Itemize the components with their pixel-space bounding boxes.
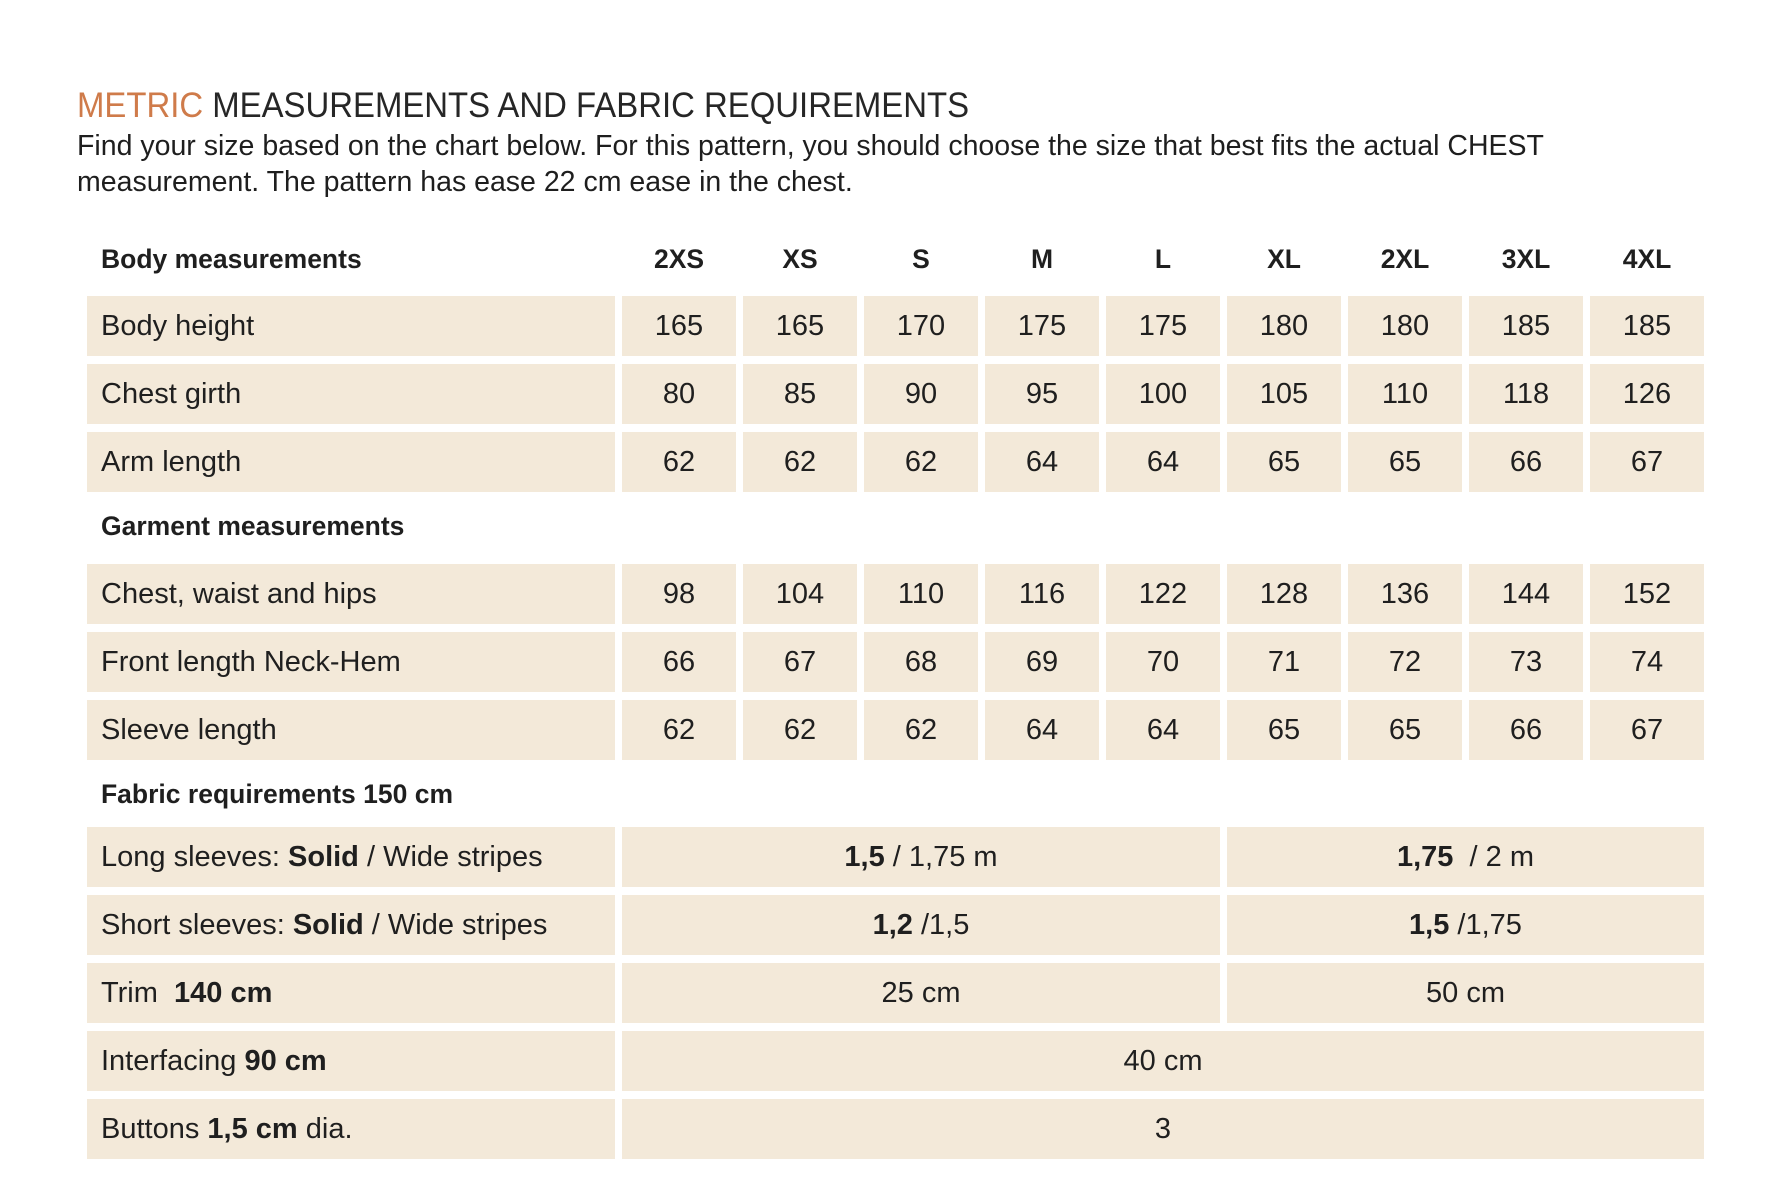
table-cell: 66 <box>1469 432 1583 492</box>
table-cell: 64 <box>1106 700 1220 760</box>
label-emphasis: Solid <box>288 840 359 873</box>
size-header-xl: XL <box>1267 243 1301 274</box>
table-cell: 136 <box>1348 564 1462 624</box>
table-cell: 74 <box>1590 632 1704 692</box>
table-cell: 175 <box>1106 296 1220 356</box>
table-cell: 70 <box>1106 632 1220 692</box>
table-cell: 185 <box>1469 296 1583 356</box>
label-emphasis: 140 cm <box>174 976 273 1009</box>
table-cell: 73 <box>1469 632 1583 692</box>
section-heading-garment: Garment measurements <box>101 510 405 541</box>
value-solid: 1,2 <box>872 908 913 941</box>
table-cell: 104 <box>743 564 857 624</box>
table-cell: 67 <box>1590 700 1704 760</box>
table-cell: 180 <box>1348 296 1462 356</box>
label-emphasis: 1,5 cm <box>207 1112 298 1145</box>
table-cell: 62 <box>743 432 857 492</box>
row-label <box>87 963 615 1023</box>
table-cell: 64 <box>985 432 1099 492</box>
table-cell: 95 <box>985 364 1099 424</box>
title-rest: MEASUREMENTS AND FABRIC REQUIREMENTS <box>203 86 970 125</box>
table-cell: 72 <box>1348 632 1462 692</box>
row-label <box>87 1031 615 1091</box>
value-solid: 1,75 <box>1396 840 1454 873</box>
table-cell-sizes-xl-4xl <box>1227 827 1704 887</box>
table-cell: 126 <box>1590 364 1704 424</box>
table-cell: 118 <box>1469 364 1583 424</box>
table-cell: 100 <box>1106 364 1220 424</box>
table-cell: 185 <box>1590 296 1704 356</box>
table-cell: 165 <box>622 296 736 356</box>
table-cell: 170 <box>864 296 978 356</box>
table-cell: 98 <box>622 564 736 624</box>
table-cell: 62 <box>622 432 736 492</box>
table-cell: 62 <box>864 700 978 760</box>
size-header-s: S <box>912 243 930 274</box>
table-cell: 67 <box>743 632 857 692</box>
size-header-2xl: 2XL <box>1380 243 1430 274</box>
page-title <box>77 86 969 126</box>
row-label: Body height <box>87 296 615 356</box>
row-label: Chest, waist and hips <box>87 564 615 624</box>
title-accent: METRIC <box>77 86 204 125</box>
size-header-2xs: 2XS <box>653 243 705 274</box>
table-cell: 152 <box>1590 564 1704 624</box>
table-cell: 69 <box>985 632 1099 692</box>
label-text: / Wide stripes <box>358 840 543 873</box>
label-text: Long sleeves: <box>101 840 289 873</box>
table-cell: 116 <box>985 564 1099 624</box>
row-label: Front length Neck-Hem <box>87 632 615 692</box>
value-rest: / 2 m <box>1453 840 1535 873</box>
label-emphasis: Solid <box>292 908 364 941</box>
label-text: / Wide stripes <box>363 908 548 941</box>
table-cell: 110 <box>864 564 978 624</box>
row-label <box>87 827 615 887</box>
table-cell: 62 <box>622 700 736 760</box>
size-header-m: M <box>1030 243 1054 274</box>
row-label <box>87 895 615 955</box>
table-cell-sizes-xl-4xl: 50 cm <box>1227 963 1704 1023</box>
table-cell-all-sizes: 3 <box>622 1099 1704 1159</box>
table-cell: 122 <box>1106 564 1220 624</box>
table-cell: 66 <box>1469 700 1583 760</box>
table-cell: 62 <box>864 432 978 492</box>
table-cell: 105 <box>1227 364 1341 424</box>
table-cell: 65 <box>1348 432 1462 492</box>
size-header-xs: XS <box>782 243 818 274</box>
table-cell: 144 <box>1469 564 1583 624</box>
label-text: Interfacing <box>101 1044 245 1077</box>
label-text: Short sleeves: <box>101 908 293 941</box>
table-cell: 65 <box>1227 700 1341 760</box>
row-label <box>87 1099 615 1159</box>
table-cell: 65 <box>1348 700 1462 760</box>
size-header-3xl: 3XL <box>1501 243 1551 274</box>
size-header-4xl: 4XL <box>1622 243 1672 274</box>
table-cell: 64 <box>1106 432 1220 492</box>
row-label: Arm length <box>87 432 615 492</box>
table-cell-sizes-2xs-l <box>622 895 1220 955</box>
section-heading-body: Body measurements <box>101 243 362 274</box>
section-heading-fabric: Fabric requirements 150 cm <box>101 778 454 809</box>
table-cell: 65 <box>1227 432 1341 492</box>
table-cell: 180 <box>1227 296 1341 356</box>
table-cell: 68 <box>864 632 978 692</box>
table-cell: 110 <box>1348 364 1462 424</box>
size-header-l: L <box>1154 243 1172 274</box>
table-cell: 90 <box>864 364 978 424</box>
label-emphasis: 90 cm <box>244 1044 327 1077</box>
table-cell: 165 <box>743 296 857 356</box>
table-cell: 67 <box>1590 432 1704 492</box>
value-solid: 1,5 <box>1409 908 1450 941</box>
value-rest: /1,75 <box>1449 908 1522 941</box>
value-solid: 1,5 <box>844 840 885 873</box>
table-cell-all-sizes: 40 cm <box>622 1031 1704 1091</box>
row-label: Chest girth <box>87 364 615 424</box>
table-cell-sizes-2xs-l: 25 cm <box>622 963 1220 1023</box>
table-cell: 175 <box>985 296 1099 356</box>
row-label: Sleeve length <box>87 700 615 760</box>
table-cell: 62 <box>743 700 857 760</box>
table-cell-sizes-xl-4xl <box>1227 895 1704 955</box>
label-text: Buttons <box>101 1112 208 1145</box>
table-cell: 128 <box>1227 564 1341 624</box>
table-cell: 66 <box>622 632 736 692</box>
value-rest: /1,5 <box>912 908 970 941</box>
table-cell: 85 <box>743 364 857 424</box>
table-cell: 64 <box>985 700 1099 760</box>
label-text: Trim <box>101 976 175 1009</box>
label-text: dia. <box>297 1112 353 1145</box>
table-cell: 80 <box>622 364 736 424</box>
intro-text: Find your size based on the chart below. For this pattern, you should choose the size that best fits the actual CHEST measurement. The pattern has ease 22 cm ease in the chest. <box>77 130 1544 198</box>
value-rest: / 1,75 m <box>884 840 998 873</box>
table-cell: 71 <box>1227 632 1341 692</box>
table-cell-sizes-2xs-l <box>622 827 1220 887</box>
